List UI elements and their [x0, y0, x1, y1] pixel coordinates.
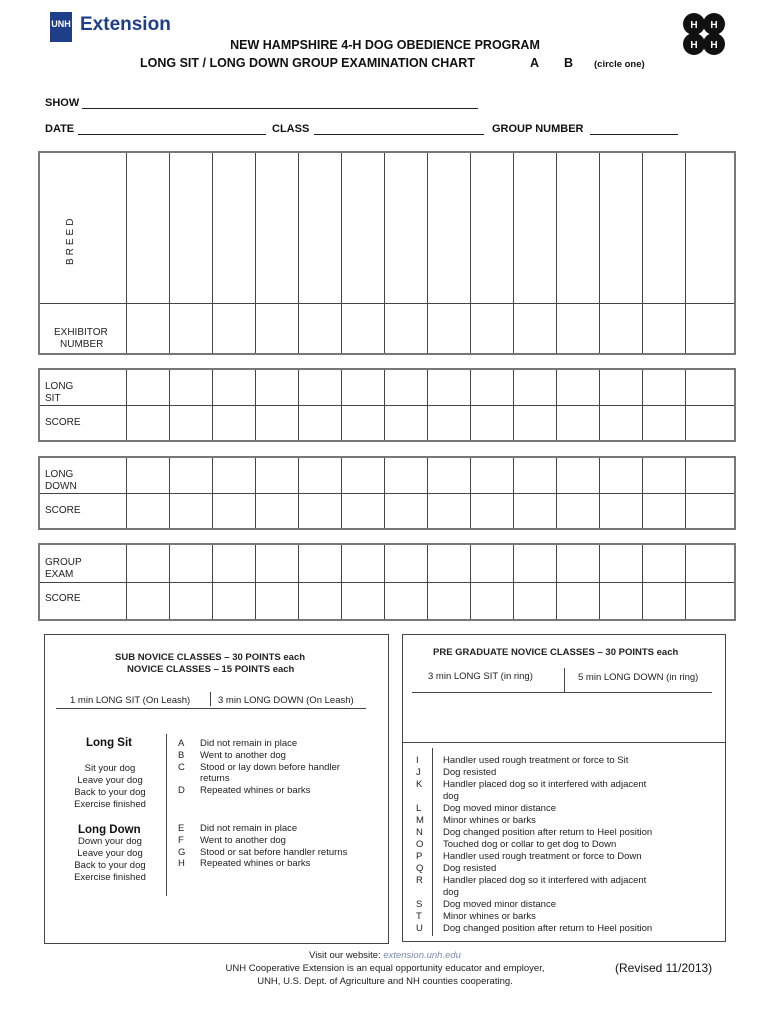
grid-column-line — [384, 370, 385, 440]
grid-column-line — [599, 153, 600, 353]
long-sit-label-1: LONG — [45, 381, 74, 392]
fault-code-text: Minor whines or barks — [443, 815, 536, 826]
fault-code-row — [416, 827, 652, 839]
fault-code-row — [178, 738, 340, 750]
fault-code-letter: E — [178, 823, 185, 834]
group-number-label: GROUP NUMBER — [492, 123, 584, 135]
fault-code-letter: B — [178, 749, 185, 761]
step-item: Leave your dog — [77, 775, 143, 786]
fault-code-text: Dog changed position after return to Heel position — [443, 923, 653, 934]
fault-code-row — [416, 791, 652, 803]
step-item: Back to your dog — [74, 860, 146, 871]
grid-column-line — [513, 153, 514, 353]
fault-code-letter: C — [178, 761, 185, 773]
pre-grad-title: PRE GRADUATE NOVICE CLASSES – 30 POINTS each — [433, 647, 679, 658]
grid-column-line — [685, 153, 686, 353]
grid-column-line — [341, 370, 342, 440]
fault-code-text: dog — [443, 791, 459, 802]
fault-code-letter: L — [416, 803, 422, 814]
fault-code-text: Handler used rough treatment or force to Down — [443, 851, 642, 862]
fault-code-letter: T — [416, 911, 422, 922]
grid-column-line — [169, 545, 170, 619]
row-divider — [40, 582, 734, 583]
grid-column-line — [685, 458, 686, 528]
long-sit-steps — [60, 763, 160, 811]
col-divider — [210, 692, 211, 706]
fault-code-row — [178, 823, 347, 835]
grid-column-line — [427, 545, 428, 619]
group-exam-score-label: SCORE — [45, 593, 81, 604]
grid-column-line — [642, 370, 643, 440]
fault-code-text: dog — [443, 887, 459, 898]
grid-column-line — [685, 370, 686, 440]
fault-code-row — [178, 773, 340, 785]
class-label: CLASS — [272, 123, 310, 135]
svg-text:H: H — [710, 20, 718, 31]
fault-code-row — [416, 911, 652, 923]
grid-column-line — [126, 458, 127, 528]
group-exam-label-2: EXAM — [45, 569, 74, 580]
visit-text: Visit our website: — [309, 950, 384, 961]
grid-column-line — [126, 153, 127, 353]
long-down-score-label: SCORE — [45, 505, 81, 516]
fault-code-row — [416, 755, 652, 767]
step-item: Exercise finished — [74, 872, 146, 883]
fault-code-letter: S — [416, 899, 423, 910]
breed-label: BREED — [65, 215, 76, 265]
fault-code-row — [416, 887, 652, 899]
fault-code-letter: O — [416, 839, 424, 850]
program-title: NEW HAMPSHIRE 4-H DOG OBEDIENCE PROGRAM — [230, 38, 540, 52]
number-label: NUMBER — [60, 339, 104, 350]
fault-code-text: Dog moved minor distance — [443, 899, 556, 910]
fault-code-text: Did not remain in place — [200, 823, 298, 834]
fault-code-text: Stood or sat before handler returns — [200, 846, 348, 858]
fault-code-text: Touched dog or collar to get dog to Down — [443, 839, 617, 850]
group-exam-label-1: GROUP — [45, 557, 82, 568]
grid-column-line — [384, 545, 385, 619]
grid-column-line — [212, 545, 213, 619]
fault-code-text: Dog moved minor distance — [443, 803, 556, 814]
grid-column-line — [384, 458, 385, 528]
date-label: DATE — [45, 123, 75, 135]
grid-column-line — [212, 153, 213, 353]
show-label: SHOW — [45, 97, 80, 109]
grid-column-line — [470, 370, 471, 440]
svg-text:H: H — [690, 20, 698, 31]
fault-code-letter: U — [416, 923, 423, 934]
long-down-steps — [60, 836, 160, 884]
section-rule — [412, 692, 712, 693]
grid-column-line — [341, 545, 342, 619]
fault-code-letter: K — [416, 779, 423, 790]
circle-one-note: (circle one) — [594, 59, 645, 70]
grid-column-line — [341, 153, 342, 353]
fault-code-letter: P — [416, 851, 423, 862]
website-link[interactable]: extension.unh.edu — [383, 950, 461, 961]
row-divider — [40, 405, 734, 406]
grid-column-line — [169, 370, 170, 440]
exhibitor-label: EXHIBITOR — [54, 327, 108, 338]
grid-column-line — [513, 545, 514, 619]
grid-column-line — [298, 545, 299, 619]
grid-column-line — [642, 458, 643, 528]
four-h-clover-icon — [676, 8, 732, 64]
grid-column-line — [556, 545, 557, 619]
fault-code-text: Repeated whines or barks — [200, 858, 311, 870]
fault-code-row — [416, 803, 652, 815]
fault-code-text: Handler placed dog so it interfered with adjacent — [443, 779, 647, 790]
grid-column-line — [255, 153, 256, 353]
long-down-on-leash: 3 min LONG DOWN (On Leash) — [218, 695, 354, 706]
fault-code-text: Minor whines or barks — [443, 911, 536, 922]
grid-column-line — [212, 370, 213, 440]
grid-column-line — [642, 153, 643, 353]
revised-date: (Revised 11/2013) — [615, 961, 713, 975]
fault-code-letter: I — [416, 755, 419, 766]
fault-code-row — [178, 858, 347, 870]
step-item: Down your dog — [78, 836, 142, 847]
pre-grad-fault-codes — [416, 755, 652, 935]
grid-column-line — [298, 370, 299, 440]
grid-column-line — [470, 153, 471, 353]
fault-code-letter: J — [416, 767, 421, 778]
row-divider — [40, 303, 734, 304]
fault-code-row — [178, 835, 347, 847]
step-item: Exercise finished — [74, 799, 146, 810]
fault-code-row — [416, 767, 652, 779]
fault-code-letter: A — [178, 738, 185, 749]
group-number-line[interactable] — [590, 123, 678, 135]
fault-code-row — [416, 839, 652, 851]
long-down-grid — [38, 456, 736, 530]
codes-divider — [166, 734, 167, 896]
grid-column-line — [126, 545, 127, 619]
fault-code-text: returns — [200, 773, 230, 785]
fault-code-row — [416, 875, 652, 887]
grid-column-line — [685, 545, 686, 619]
breed-exhibitor-grid — [38, 151, 736, 355]
fault-code-letter: G — [178, 846, 186, 858]
grid-column-line — [169, 153, 170, 353]
fault-code-text: Dog resisted — [443, 863, 497, 874]
grid-column-line — [513, 458, 514, 528]
fault-code-letter: R — [416, 875, 423, 886]
grid-column-line — [255, 545, 256, 619]
svg-text:H: H — [690, 40, 698, 51]
grid-column-line — [513, 370, 514, 440]
fault-code-text: Handler used rough treatment or force to Sit — [443, 755, 629, 766]
section-rule — [402, 742, 725, 743]
grid-column-line — [384, 153, 385, 353]
fault-code-text: Handler placed dog so it interfered with adjacent — [443, 875, 647, 886]
grid-column-line — [556, 370, 557, 440]
step-item: Sit your dog — [84, 763, 136, 774]
fault-code-text: Dog resisted — [443, 767, 497, 778]
website-line — [200, 950, 570, 961]
novice-title: NOVICE CLASSES – 15 POINTS each — [127, 664, 295, 675]
fault-code-letter: F — [178, 834, 184, 846]
svg-text:H: H — [710, 40, 718, 51]
fault-code-letter: M — [416, 815, 424, 826]
long-sit-grid — [38, 368, 736, 442]
fault-code-letter: N — [416, 827, 423, 838]
grid-column-line — [427, 153, 428, 353]
fault-code-row — [416, 779, 652, 791]
fault-code-row — [416, 863, 652, 875]
grid-column-line — [427, 458, 428, 528]
long-down-heading: Long Down — [78, 824, 141, 836]
fault-code-letter: D — [178, 785, 185, 797]
fault-code-text: Stood or lay down before handler — [200, 761, 340, 773]
pre-grad-long-sit: 3 min LONG SIT (in ring) — [428, 671, 533, 682]
grid-column-line — [599, 545, 600, 619]
fault-code-row — [416, 923, 652, 935]
grid-column-line — [255, 370, 256, 440]
fault-code-row — [178, 785, 340, 797]
date-line[interactable] — [78, 123, 266, 135]
grid-column-line — [169, 458, 170, 528]
pre-grad-long-down: 5 min LONG DOWN (in ring) — [578, 672, 699, 683]
fault-code-row — [416, 815, 652, 827]
grid-column-line — [470, 458, 471, 528]
section-rule — [56, 708, 366, 709]
step-item: Leave your dog — [77, 848, 143, 859]
equal-opportunity-line: UNH Cooperative Extension is an equal opportunity educator and employer, — [225, 963, 545, 974]
long-down-label-2: DOWN — [45, 481, 77, 492]
grid-column-line — [341, 458, 342, 528]
grid-column-line — [556, 458, 557, 528]
grid-column-line — [298, 458, 299, 528]
class-line[interactable] — [314, 123, 484, 135]
grid-column-line — [599, 458, 600, 528]
grid-column-line — [255, 458, 256, 528]
down-fault-codes — [178, 823, 347, 870]
chart-title: LONG SIT / LONG DOWN GROUP EXAMINATION CHART — [140, 56, 475, 70]
fault-code-row — [178, 750, 340, 762]
long-down-label-1: LONG — [45, 469, 74, 480]
grid-column-line — [599, 370, 600, 440]
group-exam-grid — [38, 543, 736, 621]
grid-column-line — [556, 153, 557, 353]
row-divider — [40, 493, 734, 494]
fault-code-letter: Q — [416, 863, 424, 874]
col-divider — [564, 668, 565, 692]
step-item: Back to your dog — [74, 787, 146, 798]
grid-column-line — [470, 545, 471, 619]
extension-logo-text: Extension — [80, 14, 171, 35]
long-sit-label-2: SIT — [45, 393, 61, 404]
fault-code-text: Did not remain in place — [200, 738, 298, 749]
fault-code-row — [178, 762, 340, 774]
grid-column-line — [126, 370, 127, 440]
unh-shield-logo: UNH — [50, 12, 72, 42]
cooperating-line: UNH, U.S. Dept. of Agriculture and NH counties cooperating. — [257, 976, 513, 987]
fault-code-row — [416, 899, 652, 911]
fault-code-text: Repeated whines or barks — [200, 785, 311, 797]
option-b: B — [564, 56, 574, 70]
long-sit-heading: Long Sit — [86, 737, 132, 749]
grid-column-line — [298, 153, 299, 353]
option-a: A — [530, 56, 540, 70]
fault-code-text: Went to another dog — [200, 749, 286, 761]
grid-column-line — [642, 545, 643, 619]
fault-code-text: Dog changed position after return to Heel position — [443, 827, 653, 838]
sit-fault-codes — [178, 738, 340, 797]
show-line[interactable] — [82, 97, 478, 109]
fault-code-row — [178, 847, 347, 859]
long-sit-score-label: SCORE — [45, 417, 81, 428]
grid-column-line — [212, 458, 213, 528]
sub-novice-title: SUB NOVICE CLASSES – 30 POINTS each — [115, 652, 306, 663]
fault-code-letter: H — [178, 858, 185, 870]
fault-code-row — [416, 851, 652, 863]
fault-code-text: Went to another dog — [200, 834, 286, 846]
long-sit-on-leash: 1 min LONG SIT (On Leash) — [70, 695, 191, 706]
grid-column-line — [427, 370, 428, 440]
